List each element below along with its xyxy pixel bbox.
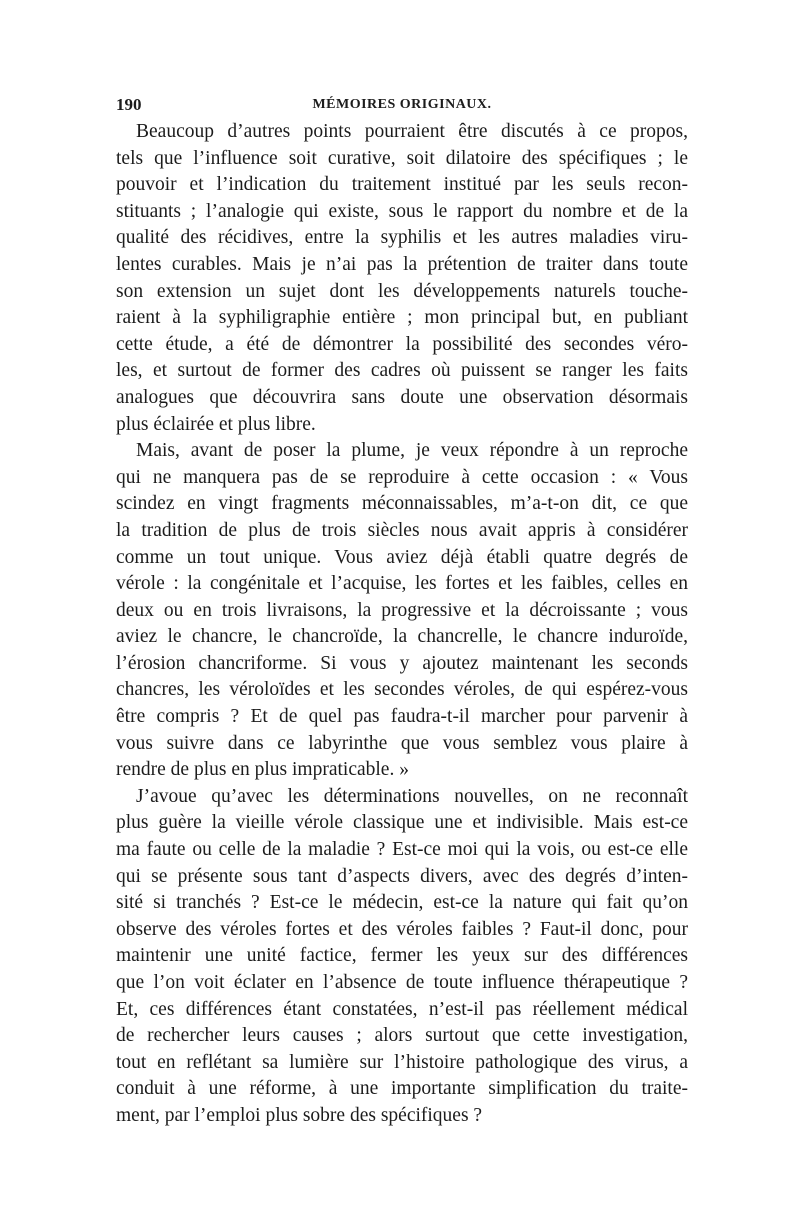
text-line: pouvoir et l’indication du traitement institué par les seuls recon-: [116, 174, 688, 196]
text-line: stituants ; l’analogie qui existe, sous le rapport du nombre et de la: [116, 200, 688, 222]
book-page: [116, 93, 688, 1130]
paragraph-1: [116, 119, 688, 438]
text-line: chancres, les véroloïdes et les secondes véroles, de qui espérez-vous: [116, 679, 688, 701]
text-line: cette étude, a été de démontrer la possibilité des secondes véro-: [116, 333, 688, 355]
text-line: qui ne manquera pas de se reproduire à cette occasion : « Vous: [116, 466, 688, 488]
paragraph-2: [116, 438, 688, 784]
text-line: la tradition de plus de trois siècles nous avait appris à considérer: [116, 519, 688, 541]
text-line: les, et surtout de former des cadres où puissent se ranger les faits: [116, 360, 688, 382]
text-line: plus guère la vieille vérole classique une et indivisible. Mais est-ce: [116, 812, 688, 834]
text-line: rendre de plus en plus impraticable. »: [116, 759, 409, 781]
text-line: J’avoue qu’avec les déterminations nouvelles, on ne reconnaît: [136, 785, 688, 807]
text-line: être compris ? Et de quel pas faudra-t-il marcher pour parvenir à: [116, 706, 688, 728]
text-line: observe des véroles fortes et des véroles faibles ? Faut-il donc, pour: [116, 918, 688, 940]
text-line: ma faute ou celle de la maladie ? Est-ce moi qui la vois, ou est-ce elle: [116, 839, 688, 861]
text-line: sité si tranchés ? Est-ce le médecin, est-ce la nature qui fait qu’on: [116, 892, 688, 914]
paragraph-3: [116, 784, 688, 1130]
text-line: de rechercher leurs causes ; alors surtout que cette investigation,: [116, 1025, 688, 1047]
page-number: 190: [116, 95, 142, 114]
text-line: qui se présente sous tant d’aspects divers, avec des degrés d’inten-: [116, 865, 688, 887]
running-title: MÉMOIRES ORIGINAUX.: [312, 97, 492, 112]
text-line: vérole : la congénitale et l’acquise, les fortes et les faibles, celles en: [116, 573, 688, 595]
text-line: l’érosion chancriforme. Si vous y ajoutez maintenant les seconds: [116, 652, 688, 674]
text-line: deux ou en trois livraisons, la progressive et la décroissante ; vous: [116, 599, 688, 621]
text-line: lentes curables. Mais je n’ai pas la prétention de traiter dans toute: [116, 253, 688, 275]
text-line: tout en reflétant sa lumière sur l’histoire pathologique des virus, a: [116, 1051, 688, 1073]
text-line: plus éclairée et plus libre.: [116, 413, 316, 435]
text-line: conduit à une réforme, à une importante simplification du traite-: [116, 1078, 688, 1100]
text-line: son extension un sujet dont les développements naturels touche-: [116, 280, 688, 302]
text-line: tels que l’influence soit curative, soit dilatoire des spécifiques ; le: [116, 147, 688, 169]
text-line: que l’on voit éclater en l’absence de toute influence thérapeutique ?: [116, 972, 688, 993]
text-line: raient à la syphiligraphie entière ; mon principal but, en publiant: [116, 307, 688, 329]
running-head: [116, 93, 688, 117]
text-line: aviez le chancre, le chancroïde, la chancrelle, le chancre induroïde,: [116, 626, 688, 648]
text-line: analogues que découvrira sans doute une observation désormais: [116, 386, 688, 408]
text-line: maintenir une unité factice, fermer les yeux sur des différences: [116, 945, 688, 967]
text-line: Mais, avant de poser la plume, je veux répondre à un reproche: [136, 440, 688, 462]
text-line: scindez en vingt fragments méconnaissables, m’a-t-on dit, ce que: [116, 493, 688, 515]
body-text: [116, 119, 688, 1130]
text-line: ment, par l’emploi plus sobre des spécifiques ?: [116, 1104, 483, 1126]
text-line: comme un tout unique. Vous aviez déjà établi quatre degrés de: [116, 546, 688, 568]
text-line: Beaucoup d’autres points pourraient être discutés à ce propos,: [136, 121, 688, 142]
text-line: qualité des récidives, entre la syphilis et les autres maladies viru-: [116, 227, 688, 249]
text-line: vous suivre dans ce labyrinthe que vous semblez vous plaire à: [116, 732, 688, 754]
text-line: Et, ces différences étant constatées, n’est-il pas réellement médical: [116, 998, 688, 1020]
